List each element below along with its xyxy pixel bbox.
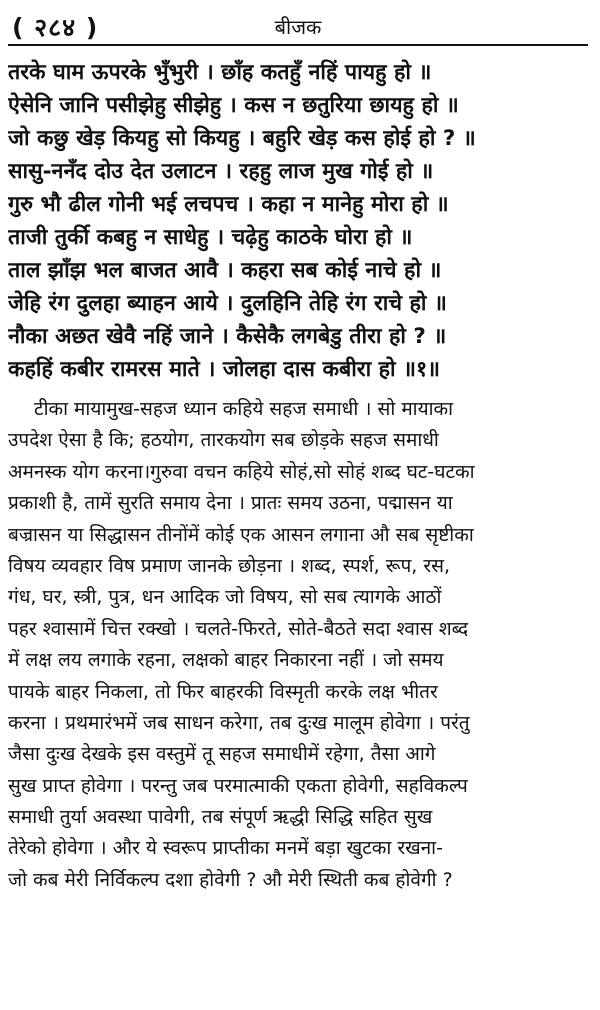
- verse-line: तरके घाम ऊपरके भुँभुरी । छाँह कतहुँ नहिं पायहु हो ॥: [8, 60, 432, 85]
- verse-line: नौका अछत खेवै नहिं जाने । कैसेकै लगबेडु तीरा हो ? ॥: [8, 324, 447, 349]
- commentary-line: गंध, घर, स्त्री, पुत्र, धन आदिक जो विषय, सो सब त्यागके आठों: [8, 586, 442, 609]
- commentary-line: में लक्ष लय लगाके रहना, लक्षको बाहर निकारना नहीं । जो समय: [8, 649, 444, 672]
- verse-line: गुरु भौ ढील गोनी भई लचपच । कहा न मानेहु मोरा हो ॥: [8, 192, 449, 217]
- commentary-line: अमनस्क योग करना।गुरुवा वचन कहिये सोहं,सो सोहं शब्द घट-घटका: [8, 460, 475, 483]
- commentary-line: उपदेश ऐसा है कि; हठयोग, तारकयोग सब छोड़के सहज समाधी: [8, 429, 439, 452]
- commentary-line: करना । प्रथमारंभमें जब साधन करेगा, तब दुःख मालूम होवेगा । परंतु: [8, 711, 470, 734]
- commentary-block: [8, 394, 588, 896]
- verse-line: सासु-ननँद दोउ देत उलाटन । रहहु लाज मुख गोई हो ॥: [8, 159, 434, 184]
- commentary-line: पहर श्वासामें चित्त रक्खो । चलते-फिरते, सोते-बैठते सदा श्वास शब्द: [8, 617, 469, 640]
- commentary-line: टीका मायामुख-सहज ध्यान कहिये सहज समाधी । सो मायाका: [34, 398, 454, 420]
- verse-line: ताजी तुर्की कबहु न साधेहु । चढ़ेहु काठके घोरा हो ॥: [8, 225, 413, 250]
- commentary-line: बज्रासन या सिद्धासन तीनोंमें कोई एक आसन लगाना औ सब सृष्टीका: [8, 523, 474, 546]
- commentary-line: सुख प्राप्त होवेगा । परन्तु जब परमात्माकी एकता होवेगी, सहविकल्प: [8, 774, 468, 797]
- commentary-line: समाधी तुर्या अवस्था पावेगी, तब संपूर्ण ऋद्धी सिद्धि सहित सुख: [8, 806, 433, 829]
- verse-line: जो कछु खेड़ कियहु सो कियहु । बहुरि खेड़ कस होई हो ? ॥: [8, 126, 476, 151]
- commentary-line: जो कब मेरी निर्विकल्प दशा होवेगी ? औ मेरी स्थिती कब होवेगी ?: [8, 868, 453, 891]
- commentary-line: प्रकाशी है, तामें सुरति समाय देना । प्रातः समय उठना, पद्मासन या: [8, 492, 453, 515]
- page-number: ( २८४ ): [12, 13, 99, 42]
- running-title: बीजक: [274, 15, 322, 39]
- verse-line: ऐसेनि जानि पसीझेहु सीझेहु । कस न छतुरिया छायहु हो ॥: [8, 93, 459, 118]
- page-header: [8, 8, 588, 46]
- commentary-line: पायके बाहर निकला, तो फिर बाहरकी विस्मृती करके लक्ष भीतर: [8, 680, 438, 703]
- commentary-line: तेरेको होवेगा । और ये स्वरूप प्राप्तीका मनमें बड़ा खुटका रखना-: [8, 837, 443, 860]
- verse-line: कहहिं कबीर रामरस माते । जोलहा दास कबीरा हो ॥१॥: [8, 357, 441, 382]
- verse-line: जेहि रंग दुलहा ब्याहन आये । दुलहिनि तेहि रंग राचे हो ॥: [8, 291, 447, 316]
- verse-line: ताल झाँझ भल बाजत आवै । कहरा सब कोई नाचे हो ॥: [8, 258, 442, 283]
- verse-block: [8, 56, 588, 386]
- commentary-line: विषय व्यवहार विष प्रमाण जानके छोड़ना । शब्द, स्पर्श, रूप, रस,: [8, 554, 451, 577]
- commentary-line: जैसा दुःख देखके इस वस्तुमें तू सहज समाधीमें रहेगा, तैसा आगे: [8, 743, 436, 766]
